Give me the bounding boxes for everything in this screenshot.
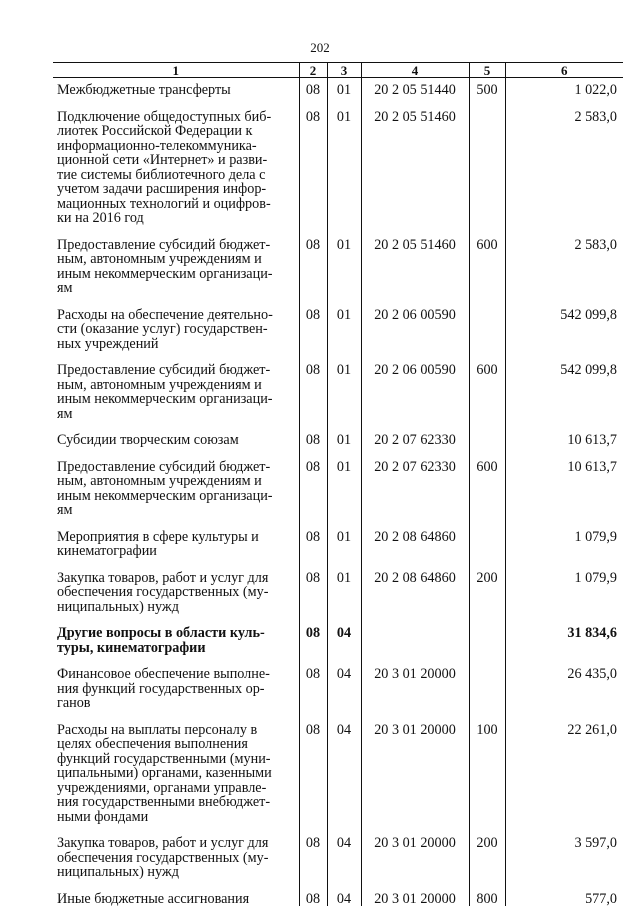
column-header-3: 3 [327, 63, 361, 78]
amount: 1 079,9 [505, 559, 623, 615]
section-code: 08 [299, 880, 327, 907]
item-name: Расходы на обеспечение деятельно- сти (оказание услуг) государствен- ных учреждений [57, 306, 273, 352]
table-row [53, 655, 623, 711]
table-row [53, 711, 623, 825]
item-name: Другие вопросы в области куль- туры, кинематографии [57, 625, 265, 656]
item-name: Расходы на выплаты персоналу в целях обеспечения выполнения функций государственными (муни- ципальными) органами, казенными учреждениями, органами управле- ния государственными внебюджет- ными фондами [57, 721, 272, 825]
expense-type-code: 800 [469, 880, 505, 907]
expense-type-code [469, 421, 505, 448]
target-article-code: 20 2 08 64860 [361, 559, 469, 615]
table-row [53, 448, 623, 518]
table-row [53, 226, 623, 296]
table-row [53, 614, 623, 655]
item-name: Закупка товаров, работ и услуг для обеспечения государственных (му- ниципальных) нужд [57, 569, 269, 615]
section-code: 08 [299, 448, 327, 518]
subsection-code: 01 [327, 559, 361, 615]
target-article-code: 20 3 01 20000 [361, 655, 469, 711]
amount: 577,0 [505, 880, 623, 907]
section-code: 08 [299, 655, 327, 711]
subsection-code: 04 [327, 880, 361, 907]
target-article-code: 20 2 05 51460 [361, 98, 469, 226]
target-article-code: 20 3 01 20000 [361, 824, 469, 880]
page-number: 202 [310, 40, 330, 55]
amount: 2 583,0 [505, 226, 623, 296]
item-name: Подключение общедоступных биб- лиотек Российской Федерации к информационно-телекоммуника- ционной сети «Интернет» и разви- тие системы библиотечного дела с учетом задачи расширения инфор- мационных технологий и оцифров- ки на 2016 год [57, 108, 272, 226]
item-name: Межбюджетные трансферты [57, 82, 231, 98]
expense-type-code [469, 614, 505, 655]
item-name: Предоставление субсидий бюджет- ным, автономным учреждениям и иным некоммерческим организаци- ям [57, 362, 273, 422]
subsection-code: 01 [327, 296, 361, 352]
target-article-code: 20 2 06 00590 [361, 296, 469, 352]
section-code: 08 [299, 518, 327, 559]
subsection-code: 01 [327, 226, 361, 296]
table-row [53, 78, 623, 98]
column-header-5: 5 [469, 63, 505, 78]
budget-table [53, 62, 623, 906]
expense-type-code: 200 [469, 559, 505, 615]
target-article-code [361, 614, 469, 655]
item-name: Предоставление субсидий бюджет- ным, автономным учреждениям и иным некоммерческим организаци- ям [57, 236, 273, 296]
item-name: Мероприятия в сфере культуры и кинематографии [57, 528, 259, 559]
item-name: Закупка товаров, работ и услуг для обеспечения государственных (му- ниципальных) нужд [57, 835, 269, 880]
column-header-4: 4 [361, 63, 469, 78]
table-row [53, 559, 623, 615]
column-header-1: 1 [53, 63, 299, 78]
subsection-code: 01 [327, 518, 361, 559]
target-article-code: 20 3 01 20000 [361, 711, 469, 825]
section-code: 08 [299, 351, 327, 421]
section-code: 08 [299, 824, 327, 880]
target-article-code: 20 2 06 00590 [361, 351, 469, 421]
column-header-2: 2 [299, 63, 327, 78]
item-name: Финансовое обеспечение выполне- ния функций государственных ор- ганов [57, 666, 270, 711]
amount: 3 597,0 [505, 824, 623, 880]
subsection-code: 01 [327, 448, 361, 518]
target-article-code: 20 2 07 62330 [361, 421, 469, 448]
section-code: 08 [299, 559, 327, 615]
section-code: 08 [299, 711, 327, 825]
item-name: Субсидии творческим союзам [57, 432, 239, 448]
target-article-code: 20 2 05 51460 [361, 226, 469, 296]
subsection-code: 01 [327, 98, 361, 226]
subsection-code: 04 [327, 614, 361, 655]
expense-type-code: 600 [469, 226, 505, 296]
table-row [53, 518, 623, 559]
target-article-code: 20 2 08 64860 [361, 518, 469, 559]
table-row [53, 880, 623, 907]
expense-type-code: 100 [469, 711, 505, 825]
amount: 10 613,7 [505, 421, 623, 448]
table-row [53, 351, 623, 421]
amount: 22 261,0 [505, 711, 623, 825]
amount: 1 022,0 [505, 78, 623, 98]
expense-type-code [469, 518, 505, 559]
section-code: 08 [299, 226, 327, 296]
subsection-code: 01 [327, 351, 361, 421]
section-code: 08 [299, 98, 327, 226]
table-row [53, 296, 623, 352]
subsection-code: 04 [327, 824, 361, 880]
expense-type-code: 600 [469, 351, 505, 421]
section-code: 08 [299, 296, 327, 352]
subsection-code: 04 [327, 655, 361, 711]
amount: 26 435,0 [505, 655, 623, 711]
subsection-code: 01 [327, 78, 361, 98]
column-header-6: 6 [505, 63, 623, 78]
expense-type-code [469, 98, 505, 226]
table-row [53, 824, 623, 880]
table-row [53, 421, 623, 448]
header-row [53, 63, 623, 78]
target-article-code: 20 2 07 62330 [361, 448, 469, 518]
amount: 542 099,8 [505, 296, 623, 352]
section-code: 08 [299, 421, 327, 448]
section-code: 08 [299, 614, 327, 655]
subsection-code: 01 [327, 421, 361, 448]
expense-type-code: 200 [469, 824, 505, 880]
expense-type-code: 600 [469, 448, 505, 518]
amount: 542 099,8 [505, 351, 623, 421]
target-article-code: 20 2 05 51440 [361, 78, 469, 98]
expense-type-code [469, 655, 505, 711]
amount: 10 613,7 [505, 448, 623, 518]
expense-type-code [469, 296, 505, 352]
amount: 1 079,9 [505, 518, 623, 559]
amount: 31 834,6 [505, 614, 623, 655]
section-code: 08 [299, 78, 327, 98]
item-name: Предоставление субсидий бюджет- ным, автономным учреждениям и иным некоммерческим организаци- ям [57, 458, 273, 518]
amount: 2 583,0 [505, 98, 623, 226]
subsection-code: 04 [327, 711, 361, 825]
table-body [53, 78, 623, 907]
table-row [53, 98, 623, 226]
expense-type-code: 500 [469, 78, 505, 98]
item-name: Иные бюджетные ассигнования [57, 890, 250, 907]
target-article-code: 20 3 01 20000 [361, 880, 469, 907]
